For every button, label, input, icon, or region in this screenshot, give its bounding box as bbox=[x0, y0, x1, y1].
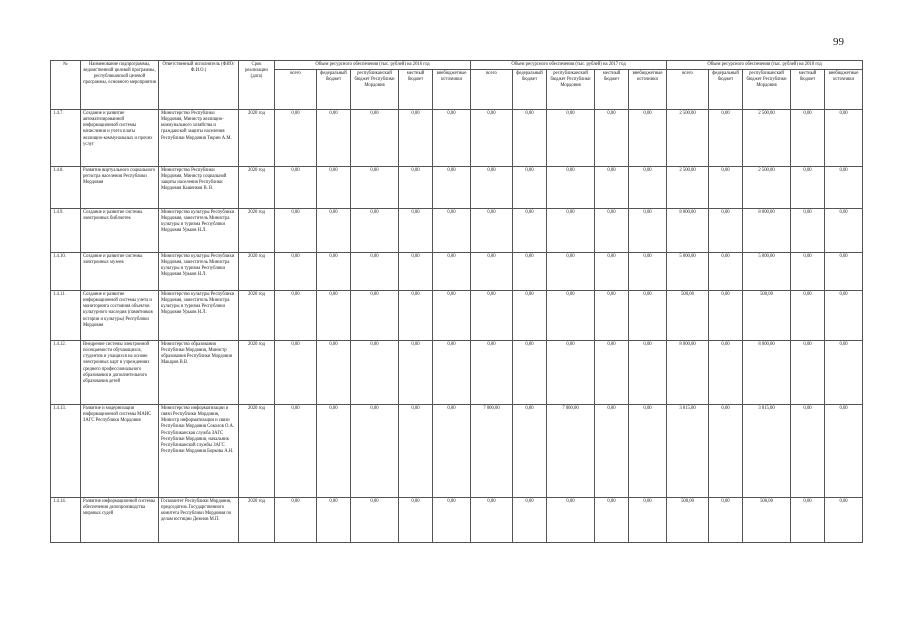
row-value: 0,00 bbox=[351, 167, 399, 209]
row-value: 0,00 bbox=[513, 405, 547, 498]
row-term: 2020 год bbox=[239, 498, 275, 543]
row-value: 2 500,00 bbox=[743, 110, 791, 167]
row-value: 0,00 bbox=[513, 341, 547, 405]
row-number: 1.4.8. bbox=[51, 167, 81, 209]
row-value: 0,00 bbox=[433, 167, 471, 209]
row-value: 500,00 bbox=[667, 498, 709, 543]
row-name: Развитие виртуального социального регистра населения Республики Мордовия bbox=[81, 167, 159, 209]
row-value: 0,00 bbox=[275, 341, 317, 405]
row-value: 500,00 bbox=[743, 498, 791, 543]
row-term: 2020 год bbox=[239, 209, 275, 253]
row-value: 0,00 bbox=[595, 209, 629, 253]
row-value: 0,00 bbox=[433, 253, 471, 291]
row-number: 1.4.14. bbox=[51, 498, 81, 543]
row-value: 0,00 bbox=[351, 341, 399, 405]
sub-header: местный бюджет bbox=[399, 70, 433, 110]
row-value: 0,00 bbox=[275, 167, 317, 209]
sub-header: местный бюджет bbox=[595, 70, 629, 110]
row-value: 500,00 bbox=[667, 291, 709, 341]
row-value: 0,00 bbox=[709, 291, 743, 341]
sub-header: республиканский бюджет Республики Мордовия bbox=[547, 70, 595, 110]
row-value: 0,00 bbox=[547, 209, 595, 253]
row-value: 0,00 bbox=[825, 405, 863, 498]
row-value: 0,00 bbox=[275, 498, 317, 543]
sub-header: республиканский бюджет Республики Мордовия bbox=[351, 70, 399, 110]
header-group-2017: Объем ресурсного обеспечения (тыс. рублей) на 2017 год bbox=[471, 61, 667, 70]
row-value: 7 000,00 bbox=[547, 405, 595, 498]
row-value: 0,00 bbox=[513, 253, 547, 291]
row-value: 0,00 bbox=[595, 341, 629, 405]
row-value: 0,00 bbox=[275, 253, 317, 291]
header-responsible: Ответственный исполнитель (ФИО/Ф.И.О.) bbox=[159, 61, 239, 110]
table-row bbox=[51, 167, 863, 209]
row-value: 0,00 bbox=[547, 110, 595, 167]
sub-header: федеральный бюджет bbox=[317, 70, 351, 110]
row-responsible: Министерство образования Республики Мордовия, Министр образования Республики Мордовия Макаров В.В. bbox=[159, 341, 239, 405]
sub-header: внебюджетные источники bbox=[433, 70, 471, 110]
row-value: 0,00 bbox=[709, 253, 743, 291]
row-value: 0,00 bbox=[825, 341, 863, 405]
row-value: 0,00 bbox=[317, 405, 351, 498]
header-no: № bbox=[51, 61, 81, 110]
row-value: 0,00 bbox=[513, 209, 547, 253]
sub-header: республиканский бюджет Республики Мордовия bbox=[743, 70, 791, 110]
row-value: 0,00 bbox=[825, 209, 863, 253]
row-value: 0,00 bbox=[433, 110, 471, 167]
row-value: 0,00 bbox=[709, 167, 743, 209]
row-value: 0,00 bbox=[471, 341, 513, 405]
header-group-2018: Объем ресурсного обеспечения (тыс. рублей) на 2018 год bbox=[667, 61, 863, 70]
header-name: Наименование подпрограммы, ведомственной целевой программы, республиканской целевой программы, основного мероприятия bbox=[81, 61, 159, 110]
row-value: 0,00 bbox=[275, 110, 317, 167]
sub-header: внебюджетные источники bbox=[629, 70, 667, 110]
row-value: 0,00 bbox=[399, 405, 433, 498]
row-value: 0,00 bbox=[629, 253, 667, 291]
row-value: 0,00 bbox=[629, 405, 667, 498]
row-value: 0,00 bbox=[433, 405, 471, 498]
row-value: 0,00 bbox=[471, 110, 513, 167]
resource-table bbox=[50, 60, 863, 543]
row-value: 0,00 bbox=[791, 291, 825, 341]
row-value: 8 000,00 bbox=[667, 341, 709, 405]
row-value: 0,00 bbox=[791, 253, 825, 291]
sub-header: внебюджетные источники bbox=[825, 70, 863, 110]
row-value: 0,00 bbox=[709, 341, 743, 405]
row-value: 0,00 bbox=[709, 405, 743, 498]
row-value: 0,00 bbox=[317, 253, 351, 291]
row-value: 0,00 bbox=[629, 110, 667, 167]
row-value: 0,00 bbox=[825, 110, 863, 167]
row-responsible: Министерство культуры Республики Мордовия, заместитель Министра культуры и туризма Республики Мордовия Урьков Н.Л. bbox=[159, 291, 239, 341]
row-value: 0,00 bbox=[399, 341, 433, 405]
row-value: 0,00 bbox=[399, 209, 433, 253]
row-value: 0,00 bbox=[317, 498, 351, 543]
row-value: 5 000,00 bbox=[743, 253, 791, 291]
sub-header: федеральный бюджет bbox=[709, 70, 743, 110]
row-name: Создание и развитие информационной системы учета и мониторинга состояния объектов культурного наследия (памятников истории и культуры) Республики Мордовия bbox=[81, 291, 159, 341]
row-value: 2 500,00 bbox=[743, 167, 791, 209]
header-term: Срок реализации (дата) bbox=[239, 61, 275, 110]
row-value: 0,00 bbox=[399, 167, 433, 209]
table-row bbox=[51, 253, 863, 291]
sub-header: местный бюджет bbox=[791, 70, 825, 110]
row-value: 0,00 bbox=[399, 498, 433, 543]
row-value: 0,00 bbox=[709, 498, 743, 543]
row-value: 0,00 bbox=[595, 498, 629, 543]
row-value: 0,00 bbox=[629, 341, 667, 405]
row-value: 0,00 bbox=[629, 167, 667, 209]
row-value: 0,00 bbox=[513, 291, 547, 341]
row-value: 0,00 bbox=[629, 209, 667, 253]
row-value: 0,00 bbox=[513, 167, 547, 209]
row-value: 0,00 bbox=[595, 291, 629, 341]
row-name: Создание и развитие автоматизированной информационной системы начисления и учета платы жилищно-коммунальных и прочих услуг bbox=[81, 110, 159, 167]
row-name: Развитие и модернизация информационной системы МАИС ЗАГС Республики Мордовия bbox=[81, 405, 159, 498]
row-value: 0,00 bbox=[547, 253, 595, 291]
row-value: 0,00 bbox=[317, 167, 351, 209]
row-value: 0,00 bbox=[399, 110, 433, 167]
row-value: 0,00 bbox=[791, 167, 825, 209]
sub-header: федеральный бюджет bbox=[513, 70, 547, 110]
row-term: 2020 год bbox=[239, 110, 275, 167]
row-term: 2020 год bbox=[239, 405, 275, 498]
row-value: 0,00 bbox=[709, 209, 743, 253]
row-value: 0,00 bbox=[317, 209, 351, 253]
row-value: 0,00 bbox=[351, 498, 399, 543]
sub-header: всего bbox=[667, 70, 709, 110]
row-value: 0,00 bbox=[471, 291, 513, 341]
row-value: 0,00 bbox=[471, 253, 513, 291]
row-term: 2020 год bbox=[239, 291, 275, 341]
row-value: 0,00 bbox=[433, 291, 471, 341]
table-row bbox=[51, 291, 863, 341]
row-value: 5 000,00 bbox=[667, 253, 709, 291]
row-value: 0,00 bbox=[709, 110, 743, 167]
row-value: 0,00 bbox=[275, 405, 317, 498]
row-value: 0,00 bbox=[629, 291, 667, 341]
row-value: 0,00 bbox=[513, 498, 547, 543]
table-row bbox=[51, 209, 863, 253]
row-number: 1.4.13. bbox=[51, 405, 81, 498]
row-number: 1.4.7. bbox=[51, 110, 81, 167]
sub-header: всего bbox=[471, 70, 513, 110]
row-value: 0,00 bbox=[399, 253, 433, 291]
table-row bbox=[51, 110, 863, 167]
row-value: 0,00 bbox=[629, 498, 667, 543]
row-number: 1.4.12. bbox=[51, 341, 81, 405]
row-value: 0,00 bbox=[825, 291, 863, 341]
row-name: Развитие информационной системы обеспечения делопроизводства мировых судей bbox=[81, 498, 159, 543]
row-responsible: Министерство культуры Республики Мордовия, заместитель Министра культуры и туризма Республики Мордовия Урьков Н.Л. bbox=[159, 253, 239, 291]
row-value: 0,00 bbox=[595, 253, 629, 291]
row-value: 0,00 bbox=[433, 209, 471, 253]
row-value: 0,00 bbox=[275, 291, 317, 341]
row-value: 0,00 bbox=[513, 110, 547, 167]
row-value: 0,00 bbox=[825, 167, 863, 209]
row-value: 0,00 bbox=[825, 253, 863, 291]
row-value: 3 815,00 bbox=[667, 405, 709, 498]
row-value: 0,00 bbox=[433, 341, 471, 405]
row-value: 0,00 bbox=[351, 405, 399, 498]
page-number: 99 bbox=[833, 36, 844, 48]
row-value: 2 500,00 bbox=[667, 110, 709, 167]
row-term: 2020 год bbox=[239, 341, 275, 405]
row-value: 0,00 bbox=[791, 498, 825, 543]
row-value: 8 000,00 bbox=[667, 209, 709, 253]
row-term: 2020 год bbox=[239, 167, 275, 209]
table-row bbox=[51, 498, 863, 543]
row-number: 1.4.11. bbox=[51, 291, 81, 341]
row-value: 0,00 bbox=[471, 209, 513, 253]
row-name: Создание и развитие системы электронных библиотек bbox=[81, 209, 159, 253]
row-name: Внедрение системы электронной посещаемости обучающихся, студентов и учащихся на основе электронных карт в учреждениях среднего профессионального образования и дополнительного образования детей bbox=[81, 341, 159, 405]
row-term: 2020 год bbox=[239, 253, 275, 291]
row-responsible: Министерство Республики Мордовия, Министр социальной защиты населения Республики Мордовия Кашенков В. В. bbox=[159, 167, 239, 209]
row-value: 0,00 bbox=[471, 498, 513, 543]
row-value: 0,00 bbox=[317, 291, 351, 341]
row-value: 500,00 bbox=[743, 291, 791, 341]
row-responsible: Госкомитет Республики Мордовия, председатель Государственного комитета Республики Мордовия по делам юстиции Дежнов М.П. bbox=[159, 498, 239, 543]
row-value: 0,00 bbox=[351, 291, 399, 341]
row-value: 0,00 bbox=[317, 341, 351, 405]
row-value: 0,00 bbox=[317, 110, 351, 167]
row-responsible: Министерство культуры Республики Мордовия, заместитель Министра культуры и туризма Республики Мордовия Урьков Н.Л. bbox=[159, 209, 239, 253]
row-value: 0,00 bbox=[825, 498, 863, 543]
row-value: 0,00 bbox=[791, 405, 825, 498]
row-value: 0,00 bbox=[791, 341, 825, 405]
row-value: 8 000,00 bbox=[743, 209, 791, 253]
row-value: 0,00 bbox=[595, 405, 629, 498]
row-value: 0,00 bbox=[351, 253, 399, 291]
row-value: 0,00 bbox=[399, 291, 433, 341]
row-number: 1.4.9. bbox=[51, 209, 81, 253]
row-value: 0,00 bbox=[351, 209, 399, 253]
row-value: 0,00 bbox=[791, 209, 825, 253]
row-value: 0,00 bbox=[595, 110, 629, 167]
row-value: 0,00 bbox=[547, 341, 595, 405]
row-value: 0,00 bbox=[547, 167, 595, 209]
row-value: 3 815,00 bbox=[743, 405, 791, 498]
row-value: 8 000,00 bbox=[743, 341, 791, 405]
row-value: 7 000,00 bbox=[471, 405, 513, 498]
row-value: 0,00 bbox=[275, 209, 317, 253]
row-value: 0,00 bbox=[547, 291, 595, 341]
table-row bbox=[51, 341, 863, 405]
row-value: 0,00 bbox=[433, 498, 471, 543]
header-group-2016: Объем ресурсного обеспечения (тыс. рублей) на 2016 год bbox=[275, 61, 471, 70]
sub-header: всего bbox=[275, 70, 317, 110]
row-value: 0,00 bbox=[471, 167, 513, 209]
row-name: Создание и развитие системы электронных музеев bbox=[81, 253, 159, 291]
table-row bbox=[51, 405, 863, 498]
row-responsible: Министерство информатизации и связи Республики Мордовия, Министр информатизации и связи Республики Мордовия Соколов О.А. Республиканская служба ЗАГС Республики Мордовия, начальник Республиканской службы ЗАГС Республики Мордовия Боркова А.Н. bbox=[159, 405, 239, 498]
row-responsible: Министерство Республики Мордовия, Министр жилищно-коммунального хозяйства и гражданской защиты населения Республики Мордовия Тюрин А.М. bbox=[159, 110, 239, 167]
row-value: 0,00 bbox=[351, 110, 399, 167]
row-value: 0,00 bbox=[547, 498, 595, 543]
row-value: 2 500,00 bbox=[667, 167, 709, 209]
row-value: 0,00 bbox=[791, 110, 825, 167]
row-number: 1.4.10. bbox=[51, 253, 81, 291]
row-value: 0,00 bbox=[595, 167, 629, 209]
